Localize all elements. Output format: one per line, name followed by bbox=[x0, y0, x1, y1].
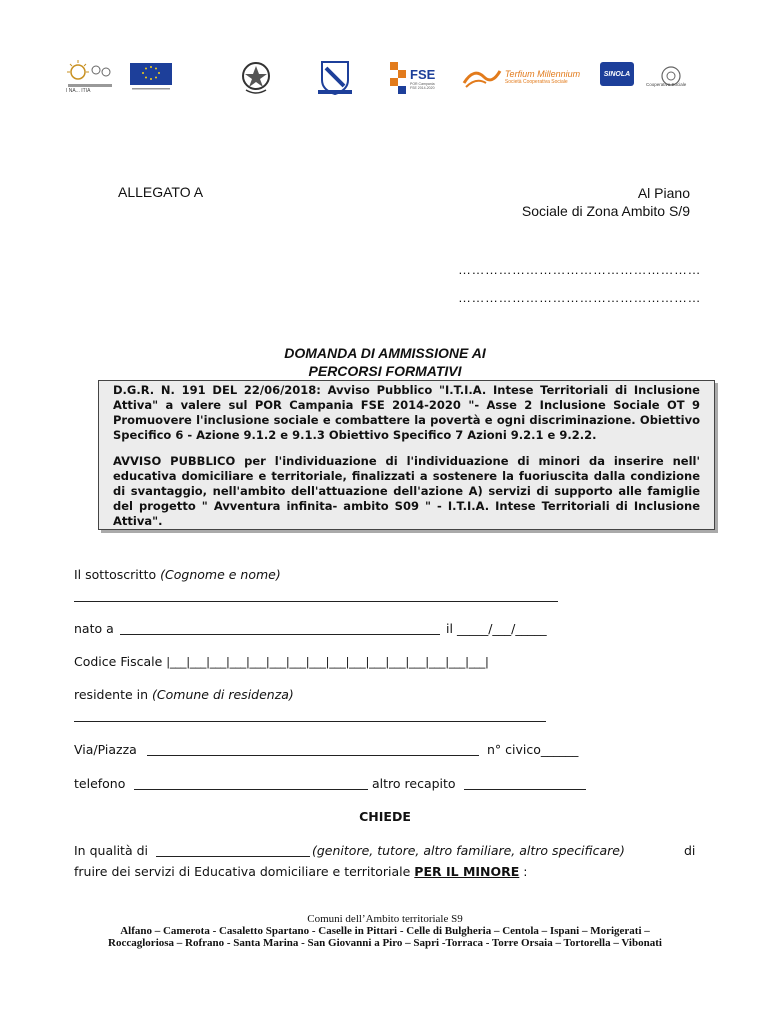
recipient-line-1: Al Piano bbox=[637, 185, 690, 201]
campania-region-logo bbox=[316, 60, 354, 96]
shield-icon bbox=[316, 60, 354, 96]
terfium-title: Terfium Millennium bbox=[504, 69, 581, 79]
qualita-hint: (genitore, tutore, altro familiare, altro specificare) bbox=[312, 843, 625, 858]
itia-logo bbox=[64, 58, 116, 98]
terfium-mark-icon bbox=[462, 63, 502, 91]
address-dots-1[interactable]: ……………………………………………… bbox=[458, 262, 701, 277]
title-line-1: DOMANDA DI AMMISSIONE AI bbox=[284, 345, 486, 361]
footer bbox=[0, 913, 770, 949]
qualita-label: In qualità di bbox=[74, 843, 148, 858]
recipient-line-2: Sociale di Zona Ambito S/9 bbox=[521, 203, 690, 219]
notice-box bbox=[98, 380, 715, 530]
street-field-line[interactable] bbox=[147, 755, 479, 756]
fse-bars-icon bbox=[390, 60, 408, 96]
cooperative-text: Cooperativa Sociale bbox=[646, 82, 687, 87]
eu-flag-logo bbox=[130, 63, 172, 93]
il-row bbox=[446, 621, 547, 636]
via-label: Via/Piazza bbox=[74, 742, 137, 757]
title-line-2: PERCORSI FORMATIVI bbox=[308, 363, 462, 379]
document-title bbox=[0, 344, 770, 380]
birthplace-field-line[interactable] bbox=[120, 634, 440, 635]
name-field-line[interactable] bbox=[74, 601, 558, 602]
footer-line-1: Comuni dell’Ambito territoriale S9 bbox=[307, 913, 463, 925]
codice-fiscale-label: Codice Fiscale bbox=[74, 654, 163, 669]
role-field-line[interactable] bbox=[156, 856, 310, 857]
civico-row bbox=[487, 742, 578, 757]
fse-text: FSE bbox=[410, 66, 436, 82]
recipient-block bbox=[522, 184, 690, 220]
allegato-label: ALLEGATO A bbox=[118, 184, 204, 200]
codice-fiscale-field[interactable]: |___|___|___|___|___|___|___|___|___|___|___|___|___|___|___|___| bbox=[166, 655, 489, 669]
civico-label: n° civico bbox=[487, 742, 541, 757]
residente-label: residente in bbox=[74, 687, 153, 702]
other-contact-field-line[interactable] bbox=[464, 789, 586, 790]
civico-field[interactable]: ______ bbox=[540, 742, 579, 757]
sinola-logo bbox=[600, 62, 634, 86]
terfium-subtitle: Società Cooperativa Sociale bbox=[504, 79, 568, 85]
telefono-label: telefono bbox=[74, 776, 126, 791]
emblem-icon bbox=[240, 60, 272, 96]
fruire-end: : bbox=[519, 864, 528, 879]
footer-line-2: Alfano – Camerota - Casaletto Spartano - Caselle in Pittari - Celle di Bulgheria – Centola – Ispani – Morigerati – bbox=[120, 925, 650, 937]
fruire-row bbox=[74, 864, 527, 879]
per-il-minore: PER IL MINORE bbox=[414, 864, 520, 879]
terfium-logo bbox=[456, 60, 586, 94]
codice-fiscale-row bbox=[74, 654, 489, 669]
recapito-label: altro recapito bbox=[372, 776, 456, 791]
italy-emblem-logo bbox=[240, 60, 272, 96]
eu-stars-icon bbox=[130, 63, 172, 93]
chiede-heading: CHIEDE bbox=[359, 809, 411, 824]
nato-label: nato a bbox=[74, 621, 114, 636]
residente-row bbox=[74, 687, 294, 702]
fse-logo bbox=[388, 60, 442, 96]
qualita-di: di bbox=[684, 843, 696, 858]
notice-dgr-paragraph: D.G.R. N. 191 DEL 22/06/2018: Avviso Pubblico "I.T.I.A. Intese Territoriali di Inclusione Attiva" a valere sul POR Campania FSE 2014-2020 "- Asse 2 Inclusione Sociale OT 9 Promuovere l'inclusione sociale e combattere la povertà e ogni discriminazione. Obiettivo Specifico 6 - Azione 9.1.2 e 9.1.3 Obiettivo Specifico 7 Azioni 9.2.1 e 9.2.2. bbox=[113, 383, 700, 442]
residente-hint: (Comune di residenza) bbox=[152, 687, 294, 702]
fse-subtext: POR Campania FSE 2014-2020 bbox=[410, 81, 435, 90]
sinola-text: SINOLA bbox=[603, 70, 631, 78]
phone-field-line[interactable] bbox=[134, 789, 368, 790]
sottoscritto-hint: (Cognome e nome) bbox=[160, 567, 281, 582]
il-label: il bbox=[446, 621, 453, 636]
residence-field-line[interactable] bbox=[74, 721, 546, 722]
sottoscritto-row bbox=[74, 567, 281, 582]
cooperative-logo bbox=[646, 58, 696, 94]
sottoscritto-label: Il sottoscritto bbox=[74, 567, 161, 582]
address-dots-2[interactable]: ……………………………………………… bbox=[458, 290, 701, 305]
fruire-text: fruire dei servizi di Educativa domiciliare e territoriale bbox=[74, 864, 415, 879]
birthdate-field[interactable]: _____/___/_____ bbox=[456, 621, 547, 636]
footer-line-3: Roccagloriosa – Rofrano - Santa Marina - San Giovanni a Piro – Sapri -Torraca - Torre Orsaia – Tortorella – Vibonati bbox=[108, 937, 662, 949]
notice-avviso-paragraph: AVVISO PUBBLICO per l'individuazione di l'individuazione di minori da inserire nell' educativa domiciliare e territoriale, finalizzati a sostenere la fuoriuscita dalla condizione di svantaggio, nell'ambito dell'attuazione dell'azione A) servizi di supporto alle famiglie del progetto " Avventura infinita- ambito S09 " - I.T.I.A. Intese Territoriali di Inclusione Attiva". bbox=[113, 454, 700, 528]
itia-logo-text: I NA... ITIA bbox=[66, 88, 91, 94]
